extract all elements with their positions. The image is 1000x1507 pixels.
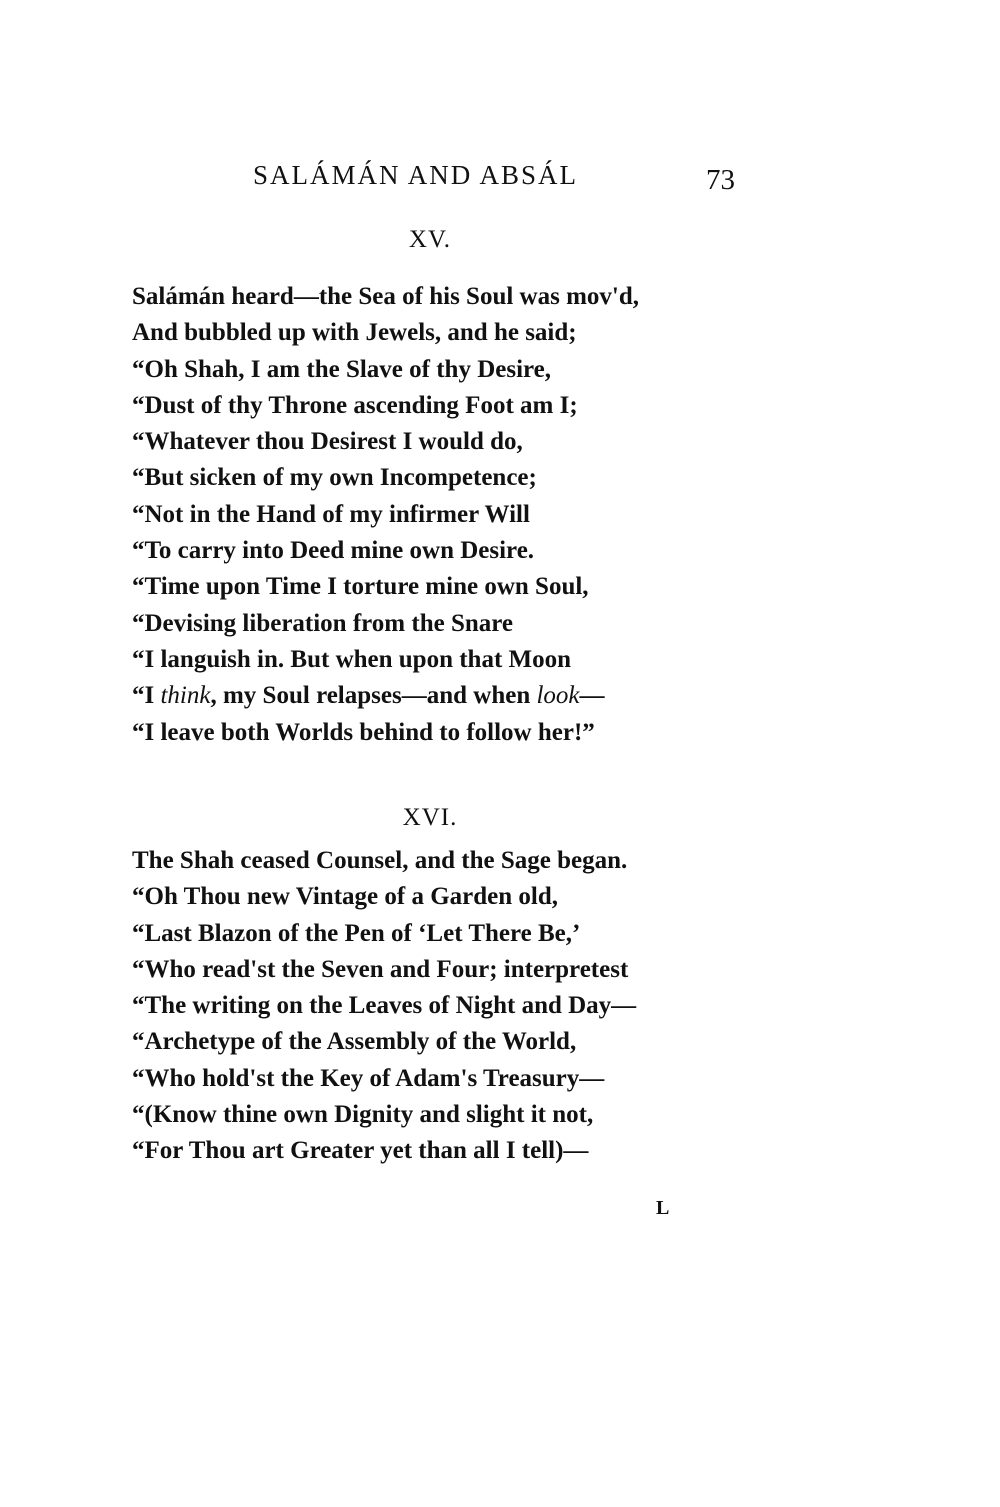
verse-line: “Oh Thou new Vintage of a Garden old,: [132, 883, 559, 911]
verse-block-xv: [132, 279, 639, 751]
verse-line: “Last Blazon of the Pen of ‘Let There Be,’: [132, 919, 581, 947]
verse-fragment: “I: [132, 682, 161, 710]
verse-line: “Archetype of the Assembly of the World,: [132, 1028, 577, 1056]
verse-line: “I leave both Worlds behind to follow her!”: [132, 718, 595, 746]
section-numeral-xv: XV.: [408, 226, 452, 253]
verse-line: “To carry into Deed mine own Desire.: [132, 537, 535, 565]
page-number: 73: [706, 164, 735, 196]
verse-line: “Who read'st the Seven and Four; interpretest: [132, 955, 629, 983]
verse-line: “The writing on the Leaves of Night and Day—: [132, 992, 637, 1020]
verse-line: “Not in the Hand of my infirmer Will: [132, 500, 530, 528]
verse-line: The Shah ceased Counsel, and the Sage began.: [132, 847, 628, 874]
signature-mark: L: [656, 1197, 670, 1219]
verse-fragment-italic: think: [160, 682, 211, 710]
verse-line: “Oh Shah, I am the Slave of thy Desire,: [132, 355, 552, 383]
verse-block-xvi: [132, 843, 636, 1170]
verse-line: “For Thou art Greater yet than all I tell)—: [132, 1137, 589, 1165]
verse-fragment: , my Soul relapses—and when: [210, 682, 537, 710]
verse-line: “Who hold'st the Key of Adam's Treasury—: [132, 1064, 605, 1092]
verse-line-mixed: [132, 678, 639, 714]
verse-line: “I languish in. But when upon that Moon: [132, 645, 572, 673]
section-numeral-xvi: XVI.: [402, 804, 458, 831]
verse-line: “(Know thine own Dignity and slight it not,: [132, 1101, 594, 1129]
running-title: SALÁMÁN AND ABSÁL: [253, 160, 579, 190]
verse-fragment-italic: look: [536, 682, 580, 710]
verse-line: “Whatever thou Desirest I would do,: [132, 428, 523, 456]
verse-fragment: —: [579, 682, 605, 710]
verse-line: “But sicken of my own Incompetence;: [132, 464, 537, 492]
verse-line: “Time upon Time I torture mine own Soul,: [132, 573, 589, 601]
verse-line: “Dust of thy Throne ascending Foot am I;: [132, 391, 578, 419]
verse-line: And bubbled up with Jewels, and he said;: [132, 319, 577, 347]
verse-line: Salámán heard—the Sea of his Soul was mov'd,: [132, 283, 640, 310]
verse-line: “Devising liberation from the Snare: [132, 609, 514, 637]
